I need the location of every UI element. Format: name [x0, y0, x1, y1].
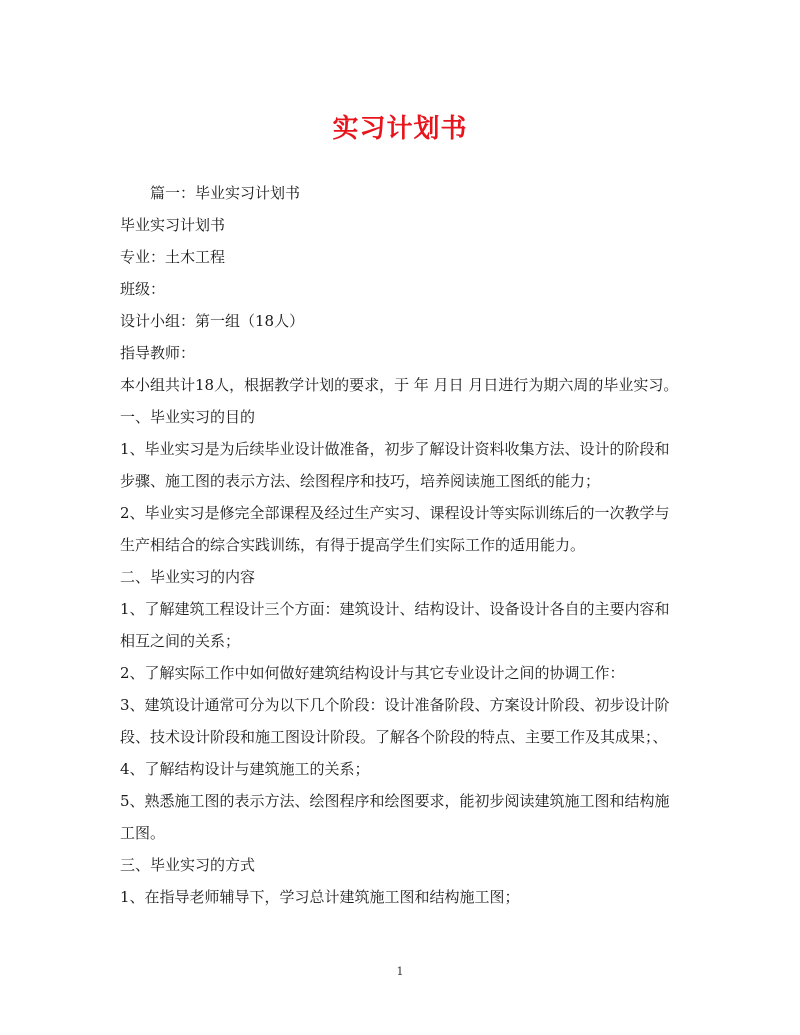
paragraph: 毕业实习计划书	[120, 216, 226, 234]
paragraph: 设计小组：第一组（18人）	[120, 312, 305, 330]
paragraph: 1、在指导老师辅导下，学习总计建筑施工图和结构施工图；	[120, 888, 520, 906]
paragraph: 3、建筑设计通常可分为以下几个阶段：设计准备阶段、方案设计阶段、初步设计阶段、技术设计阶段和施工图设计阶段。了解各个阶段的特点、主要工作及其成果；、	[120, 696, 670, 746]
paragraph: 2、毕业实习是修完全部课程及经过生产实习、课程设计等实际训练后的一次教学与生产相结合的综合实践训练，有得于提高学生们实际工作的适用能力。	[120, 504, 670, 554]
section-heading: 篇一：毕业实习计划书	[150, 184, 301, 202]
section-heading: 二、毕业实习的内容	[120, 568, 256, 586]
paragraph: 1、毕业实习是为后续毕业设计做准备，初步了解设计资料收集方法、设计的阶段和步骤、施工图的表示方法、绘图程序和技巧，培养阅读施工图纸的能力；	[120, 440, 670, 490]
paragraph: 本小组共计18人，根据教学计划的要求，于 年 月日 月日进行为期六周的毕业实习。	[120, 376, 679, 394]
paragraph: 专业：土木工程	[120, 248, 226, 266]
paragraph: 2、了解实际工作中如何做好建筑结构设计与其它专业设计之间的协调工作：	[120, 664, 625, 682]
document-title: 实习计划书	[332, 114, 468, 144]
paragraph: 1、了解建筑工程设计三个方面：建筑设计、结构设计、设备设计各自的主要内容和相互之间的关系；	[120, 600, 670, 650]
section-heading: 三、毕业实习的方式	[120, 856, 256, 874]
paragraph: 指导教师：	[120, 344, 196, 362]
page-number: 1	[396, 965, 404, 978]
paragraph: 4、了解结构设计与建筑施工的关系；	[120, 760, 370, 778]
section-heading: 一、毕业实习的目的	[120, 408, 256, 426]
paragraph: 5、熟悉施工图的表示方法、绘图程序和绘图要求，能初步阅读建筑施工图和结构施工图。	[120, 792, 670, 842]
document-body	[120, 177, 682, 913]
paragraph: 班级：	[120, 280, 166, 298]
